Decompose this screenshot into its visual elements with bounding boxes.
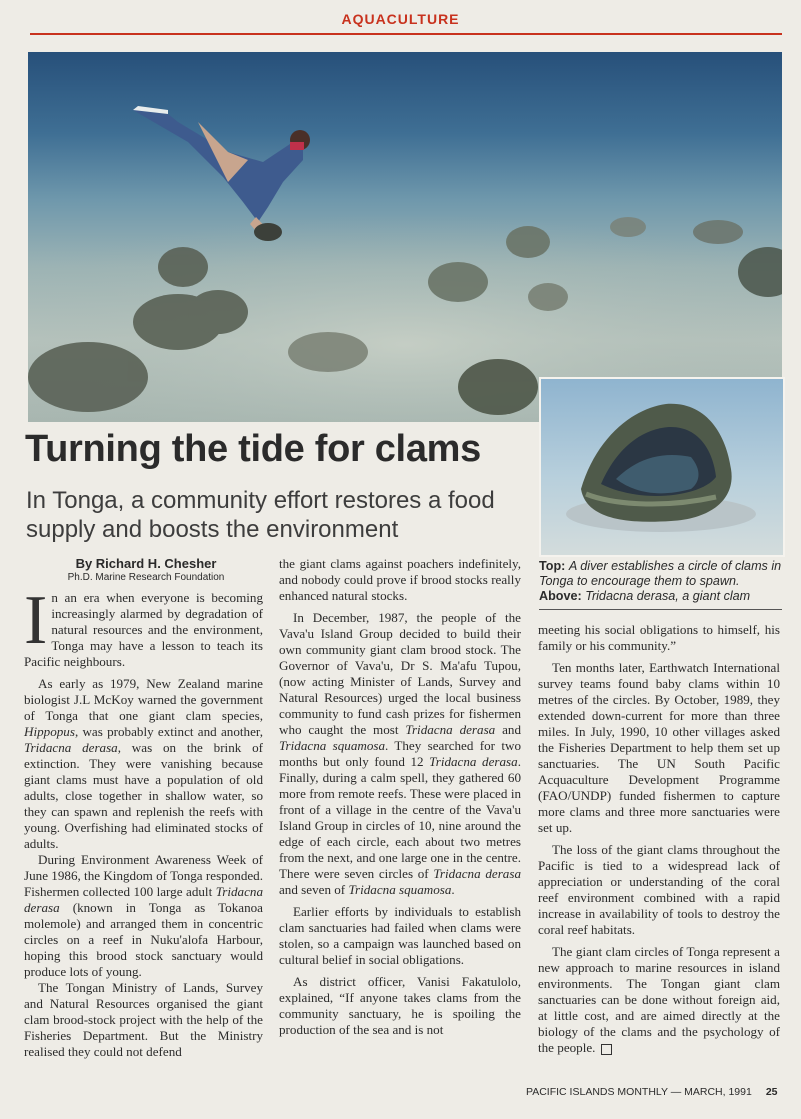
caption-top-text: A diver establishes a circle of clams in Tonga to encourage them to spawn. (539, 559, 782, 588)
paragraph: the giant clams against poachers indefinitely, and nobody could prove if brood stocks really enhanced natural stocks. (279, 556, 521, 603)
caption-above-label: Above: (539, 589, 582, 603)
paragraph: The giant clam circles of Tonga represent a new approach to marine resources in island environments. The Tongan giant clam sanctuaries can be done without foreign aid, at little cost, and are aimed directly at the biology of the clams and the psychology of the people. (538, 944, 780, 1055)
paragraph: The Tongan Ministry of Lands, Survey and Natural Resources organised the giant clam brood-stock project with the help of the Fisheries Department. But the Ministry realised they could not defend (24, 980, 263, 1059)
publication-line: PACIFIC ISLANDS MONTHLY — MARCH, 1991 (526, 1086, 752, 1098)
end-mark-icon (601, 1044, 612, 1055)
diver-photo (28, 52, 782, 422)
paragraph: As district officer, Vanisi Fakatulolo, explained, “If anyone takes clams from the community sanctuary, he is spoiling the production of the sea and is not (279, 974, 521, 1037)
photo-caption (539, 559, 785, 604)
caption-rule (539, 609, 782, 610)
paragraph: In December, 1987, the people of the Vava'u Island Group decided to build their own community giant clam brood stock. The Governor of Vava'u, Dr S. Ma'afu Tupou, (now acting Minister of Lands, Survey and Natural Resources) urged the local business community to fund cash prizes for fishermen who caught the most Tridacna derasa and Tridacna squamosa. They searched for two months but only found 12 Tridacna derasa. Finally, during a calm spell, they gathered 60 more from remote reefs. These were placed in front of a village in the centre of the Vava'u Island Group in circles of 10, nine around the edge of each circle, each about two metres from the next, and one large one in the centre. There were seven circles of Tridacna derasa and seven of Tridacna squamosa. (279, 610, 521, 897)
page-footer (526, 1086, 778, 1098)
paragraph: The loss of the giant clams throughout the Pacific is tied to a widespread lack of appreciation or understanding of the coral reef environment combined with a rapid increase in availability of tools to destroy the coral reef habitats. (538, 842, 780, 937)
paragraph: Earlier efforts by individuals to establish clam sanctuaries had failed when clams were stolen, so a campaign was launched based on cultural belief in social obligations. (279, 904, 521, 967)
paragraph: As early as 1979, New Zealand marine biologist J.L McKoy warned the government of Tonga that one giant clam species, Hippopus, was probably extinct and another, Tridacna derasa, was on the brink of extinction. They were vanishing because giant clams must have a population of old adults, close together in shallow water, so they can spawn and replenish the reefs with young. Overfishing had eliminated stocks of adults. (24, 676, 263, 851)
author-name: By Richard H. Chesher (75, 556, 217, 571)
page-number: 25 (765, 1086, 778, 1098)
paragraph: meeting his social obligations to himself, his family or his community.” (538, 622, 780, 653)
clam-photo (539, 377, 785, 557)
section-label: AQUACULTURE (341, 11, 460, 27)
paragraph: Ten months later, Earthwatch International survey teams found baby clams within 10 metres of the circles. By October, 1989, they extended down-current for more than three miles. In July, 1990, 10 other villages asked the Fisheries Department to help them set up sanctuaries. The UN South Pacific Acquaculture Development Programme (FAO/UNDP) funded fishermen to capture more clams and three more sanctuaries were set up. (538, 660, 780, 835)
column-1 (24, 582, 263, 1060)
headline: Turning the tide for clams (25, 428, 481, 470)
header-rule (30, 33, 782, 35)
byline (26, 556, 266, 583)
caption-top-label: Top: (539, 559, 566, 573)
column-3 (538, 622, 780, 1056)
diver-scene (28, 52, 782, 422)
caption-above-text: Tridacna derasa, a giant clam (585, 589, 751, 603)
paragraph: In an era when everyone is becoming increasingly alarmed by degradation of natural resources and the environment, Tonga may have a lesson to teach its Pacific neighbours. (24, 582, 263, 669)
paragraph: During Environment Awareness Week of June 1986, the Kingdom of Tonga responded. Fishermen collected 100 large adult Tridacna derasa (known in Tonga as Tokanoa molemole) and arranged them in concentric circles on a reef in Nuku'alofa Harbour, hoping this brood stock sanctuary would produce lots of young. (24, 852, 263, 979)
drop-cap: I (24, 582, 48, 659)
author-affiliation: Ph.D. Marine Research Foundation (67, 572, 225, 583)
clam-scene (541, 379, 783, 555)
column-2 (279, 556, 521, 1038)
deck: In Tonga, a community effort restores a food supply and boosts the environment (26, 487, 495, 543)
